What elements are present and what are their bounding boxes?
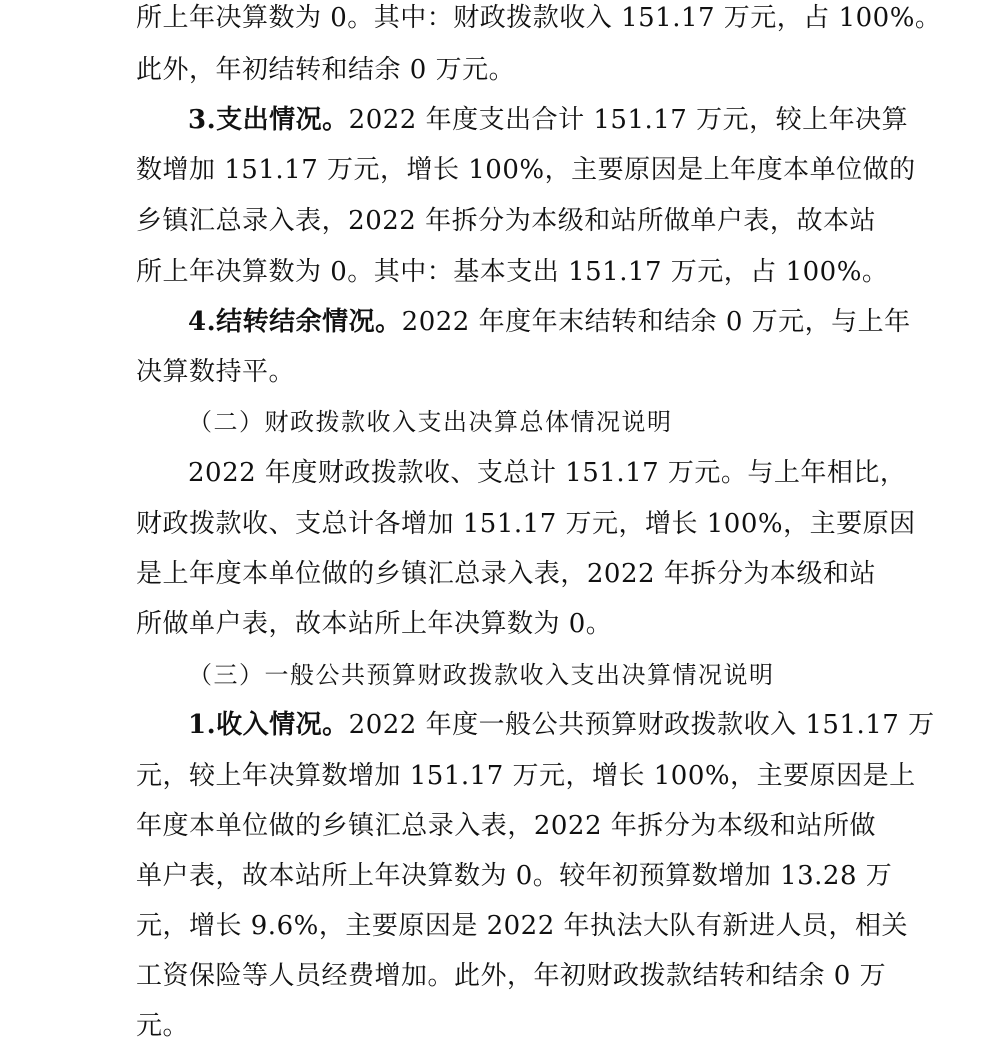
paragraph-text: 2022 年度支出合计 151.17 万元，较上年决算	[348, 105, 909, 135]
paragraph-line: 所上年决算数为 0。其中：财政拨款收入 151.17 万元，占 100%。	[136, 3, 942, 33]
subsection-title-general-budget: （三）一般公共预算财政拨款收入支出决算情况说明	[188, 661, 775, 689]
paragraph-line: 工资保险等人员经费增加。此外，年初财政拨款结转和结余 0 万	[136, 961, 887, 991]
paragraph-text: 2022 年度一般公共预算财政拨款收入 151.17 万	[348, 710, 935, 740]
paragraph-line: 所做单户表，故本站所上年决算数为 0。	[136, 609, 613, 639]
paragraph-line: 此外，年初结转和结余 0 万元。	[136, 55, 516, 85]
paragraph-line: 所上年决算数为 0。其中：基本支出 151.17 万元，占 100%。	[136, 257, 889, 287]
paragraph-line	[188, 306, 911, 338]
paragraph-line	[188, 104, 909, 136]
paragraph-line: 元，较上年决算数增加 151.17 万元，增长 100%，主要原因是上	[136, 761, 916, 791]
paragraph-line: 元，增长 9.6%，主要原因是 2022 年执法大队有新进人员，相关	[136, 911, 909, 941]
paragraph-line: 元。	[136, 1011, 190, 1041]
paragraph-line: 决算数持平。	[136, 357, 296, 387]
paragraph-line	[188, 709, 935, 741]
paragraph-line: 单户表，故本站所上年决算数为 0。较年初预算数增加 13.28 万	[136, 861, 893, 891]
subsection-title-fiscal-overview: （二）财政拨款收入支出决算总体情况说明	[188, 408, 673, 436]
paragraph-line: 财政拨款收、支总计各增加 151.17 万元，增长 100%，主要原因	[136, 509, 916, 539]
paragraph-line: 2022 年度财政拨款收、支总计 151.17 万元。与上年相比，	[188, 458, 907, 488]
section-heading-carryover: 4.结转结余情况。	[188, 307, 402, 337]
section-heading-expenditure: 3.支出情况。	[188, 105, 349, 135]
paragraph-line: 是上年度本单位做的乡镇汇总录入表，2022 年拆分为本级和站	[136, 559, 876, 589]
paragraph-text: 2022 年度年末结转和结余 0 万元，与上年	[401, 307, 911, 337]
section-heading-income: 1.收入情况。	[188, 710, 349, 740]
paragraph-line: 年度本单位做的乡镇汇总录入表，2022 年拆分为本级和站所做	[136, 811, 876, 841]
paragraph-line: 数增加 151.17 万元，增长 100%，主要原因是上年度本单位做的	[136, 155, 916, 185]
paragraph-line: 乡镇汇总录入表，2022 年拆分为本级和站所做单户表，故本站	[136, 206, 876, 236]
